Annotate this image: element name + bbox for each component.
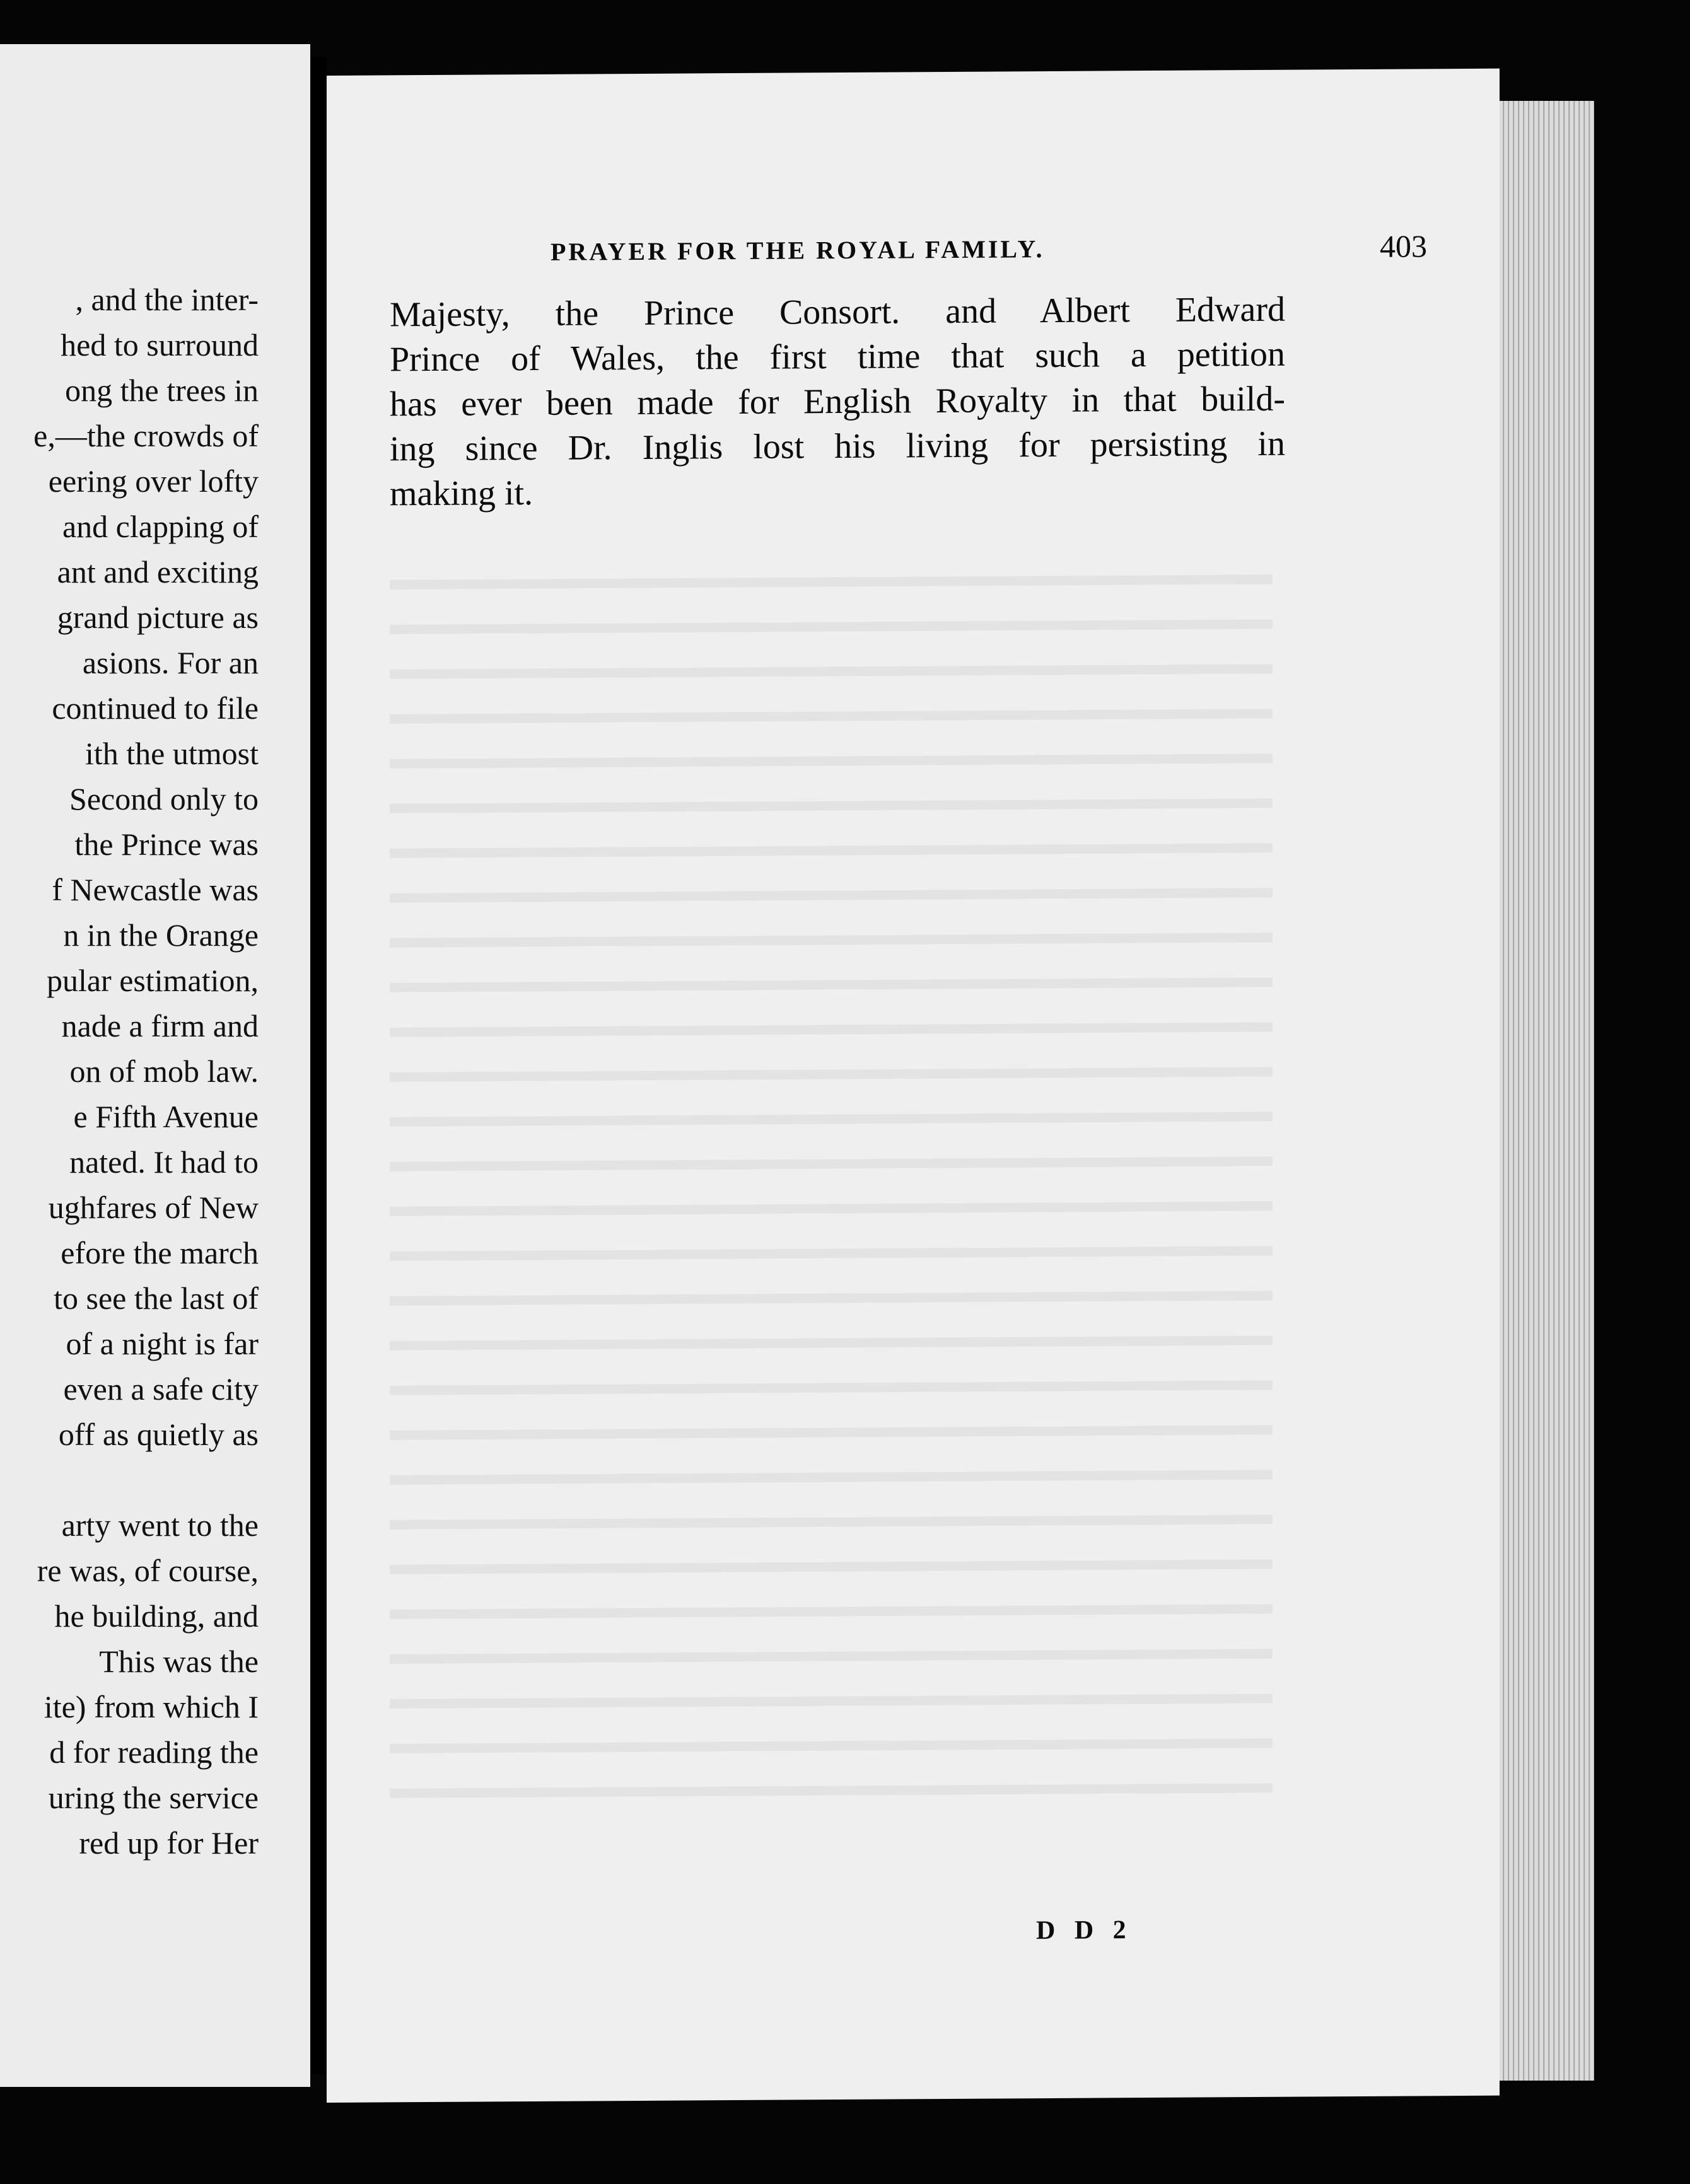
left-page-line: to see the last of: [54, 1281, 259, 1316]
left-page-line: ughfares of New: [48, 1190, 259, 1225]
left-page-line: d for reading the: [49, 1734, 259, 1770]
running-head-title: PRAYER FOR THE ROYAL FAMILY.: [551, 235, 1045, 266]
left-page-line: nated. It had to: [69, 1144, 259, 1180]
left-page-line: arty went to the: [61, 1507, 259, 1543]
left-page-line: , and the inter-: [75, 282, 259, 317]
left-page-line: grand picture as: [57, 600, 259, 635]
left-page-line: re was, of course,: [37, 1553, 259, 1588]
signature-mark: D D 2: [1036, 1915, 1133, 1946]
body-line: Majesty, the Prince Consort. and Albert Edward: [390, 289, 1285, 335]
left-page-line: the Prince was: [74, 827, 259, 862]
left-page-line: ith the utmost: [85, 736, 259, 771]
left-page-line: off as quietly as: [58, 1417, 259, 1452]
left-page-line: e,—the crowds of: [33, 418, 259, 453]
left-page-line: continued to file: [52, 690, 259, 726]
left-page-line: even a safe city: [63, 1371, 259, 1407]
left-page-line: and clapping of: [62, 509, 259, 544]
left-page-line: asions. For an: [82, 645, 259, 680]
running-head: [551, 228, 1459, 288]
left-page-line: nade a firm and: [61, 1008, 259, 1043]
body-line: Prince of Wales, the first time that such a petition: [390, 334, 1285, 380]
left-page-line: ant and exciting: [57, 554, 259, 590]
left-page-line: f Newcastle was: [52, 872, 259, 907]
left-page-line: n in the Orange: [63, 917, 259, 953]
page-edges: [1500, 101, 1594, 2081]
left-page-line: of a night is far: [66, 1326, 259, 1361]
show-through-text: [390, 549, 1273, 1816]
left-page-line: efore the march: [61, 1235, 259, 1270]
left-page-line: This was the: [99, 1644, 259, 1679]
left-page: [0, 44, 310, 2087]
book-spine-gutter: [310, 57, 327, 2074]
left-page-line: pular estimation,: [46, 963, 259, 998]
body-line: has ever been made for English Royalty in that build-: [390, 379, 1285, 424]
body-line: ing since Dr. Inglis lost his living for persisting in: [390, 424, 1285, 469]
right-page: [327, 69, 1500, 2103]
body-line: making it.: [390, 473, 533, 514]
left-page-line: Second only to: [69, 781, 259, 816]
body-text: [390, 288, 1285, 517]
left-page-line: on of mob law.: [69, 1054, 259, 1089]
left-page-line: uring the service: [48, 1780, 259, 1815]
left-page-line: e Fifth Avenue: [73, 1099, 259, 1134]
left-page-line: red up for Her: [79, 1825, 259, 1861]
page-number: 403: [1380, 228, 1427, 264]
left-page-line: ong the trees in: [65, 373, 259, 408]
left-page-line: ite) from which I: [44, 1689, 259, 1724]
left-page-line: he building, and: [54, 1598, 259, 1634]
left-page-line: eering over lofty: [48, 463, 259, 499]
left-page-line: hed to surround: [61, 327, 259, 363]
